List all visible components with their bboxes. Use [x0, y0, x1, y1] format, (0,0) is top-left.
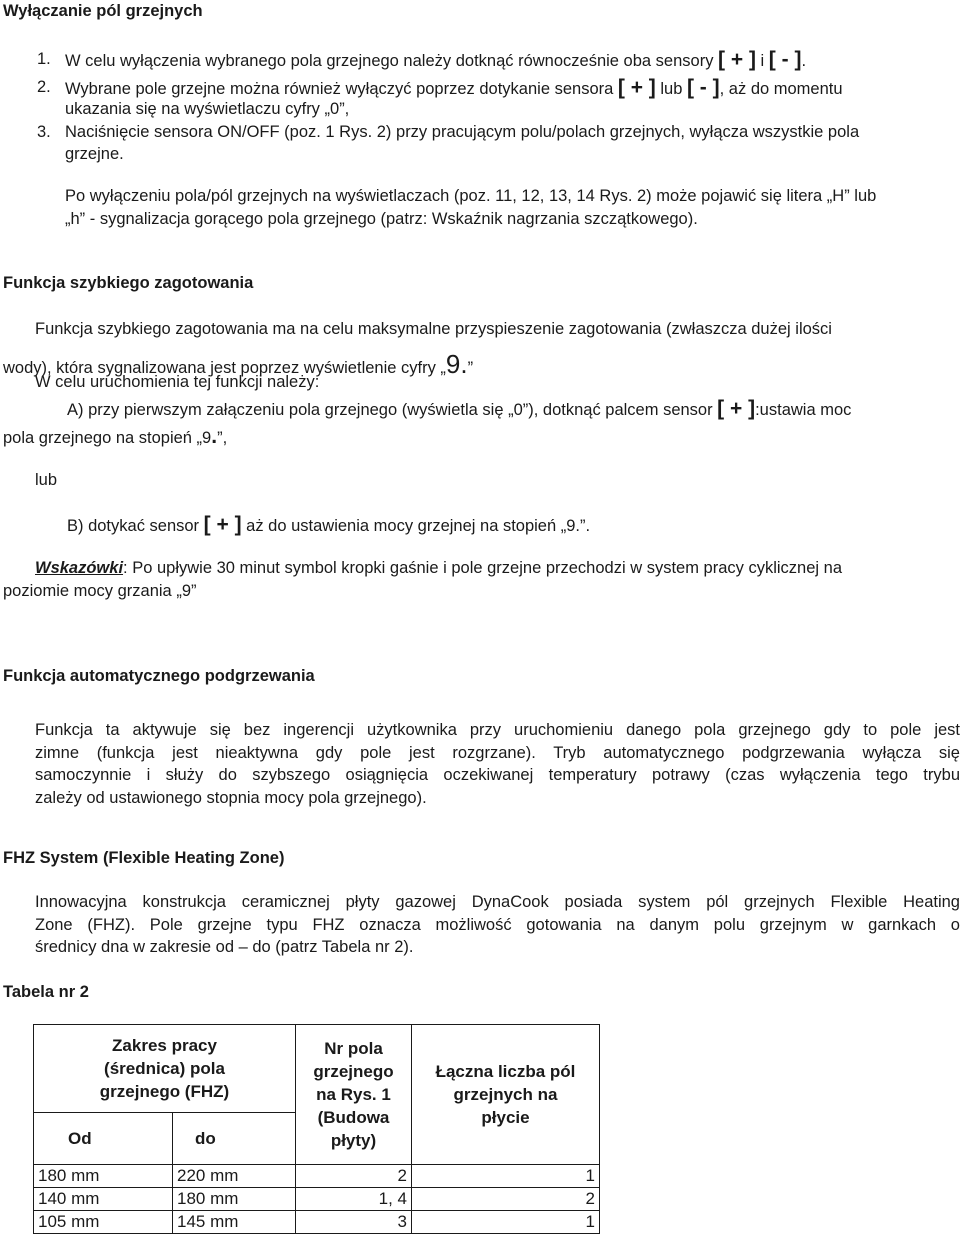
list-item-3-line1: Naciśnięcie sensora ON/OFF (poz. 1 Rys. 2) przy pracującym polu/polach grzejnych, wyłącza wszystkie pola: [65, 123, 860, 141]
cell-field: 1, 4: [296, 1188, 412, 1211]
fhz-line1: Innowacyjna konstrukcja ceramicznej płyty gazowej DynaCook posiada system pól grzejnych Flexible Heating: [35, 893, 960, 911]
list-item-1-number: 1.: [37, 50, 51, 68]
fhz-table: [33, 1024, 600, 1234]
cell-total: 1: [412, 1211, 600, 1234]
option-a-line2-b: ”,: [217, 429, 228, 447]
header-field-line4: (Budowa: [317, 1108, 390, 1127]
list-item-2-text-a: Wybrane pole grzejne można również wyłączyć poprzez dotykanie sensora: [65, 80, 618, 98]
table-row: [34, 1165, 600, 1188]
auto-heat-line4: zależy od ustawionego stopnia mocy pola grzejnego).: [35, 788, 427, 807]
plus-sensor-symbol: [ + ]: [617, 76, 656, 99]
header-range-line1: Zakres pracy: [112, 1036, 217, 1055]
header-from: Od: [34, 1113, 173, 1165]
option-a-line2: [3, 425, 227, 449]
table-row: [34, 1188, 600, 1211]
section-title-szybkie-zagotowanie: Funkcja szybkiego zagotowania: [3, 274, 254, 292]
note-line1: Po wyłączeniu pola/pól grzejnych na wyświetlaczach (poz. 11, 12, 13, 14 Rys. 2) może pojawić się litera „H” lub: [65, 187, 877, 205]
option-b-b: aż do ustawienia mocy grzejnej na stopień „9.”.: [241, 517, 591, 535]
list-item-2: [65, 76, 843, 100]
auto-heat-line2: zimne (funkcja jest nieaktywna gdy pole jest rozgrzane). Tryb automatycznego podgrzewania wyłącza się: [35, 743, 960, 762]
list-item-1-text-b: i: [755, 52, 769, 70]
boil-instruction-intro: W celu uruchomienia tej funkcji należy:: [35, 373, 320, 391]
header-field-no: [296, 1025, 412, 1165]
list-item-1-text-a: W celu wyłączenia wybranego pola grzejnego należy dotknąć równocześnie oba sensory: [65, 52, 719, 70]
digit-nine-symbol: 9.: [445, 349, 468, 379]
header-total-line1: Łączna liczba pól: [435, 1062, 576, 1081]
auto-heat-line3: samoczynnie i służy do szybszego osiągnięcia oczekiwanej temperatury potrawy (czas wyłączenia tego trybu: [35, 766, 960, 784]
cell-field: 3: [296, 1211, 412, 1234]
section-title-fhz: FHZ System (Flexible Heating Zone): [3, 849, 285, 867]
cell-field: 2: [296, 1165, 412, 1188]
fhz-paragraph: [35, 891, 960, 959]
list-item-2-line2: ukazania się na wyświetlaczu cyfry „0”,: [65, 100, 350, 118]
header-field-line2: grzejnego: [313, 1062, 394, 1081]
cell-to: 220 mm: [173, 1165, 296, 1188]
table-caption: Tabela nr 2: [3, 983, 89, 1001]
fhz-line2: Zone (FHZ). Pole grzejne typu FHZ oznacza możliwość gotowania na danym polu grzejnym w garnkach o: [35, 915, 960, 934]
header-field-line3: na Rys. 1: [316, 1085, 391, 1104]
option-b-a: B) dotykać sensor: [67, 517, 204, 535]
boil-paragraph-line2-b: ”: [467, 359, 474, 377]
auto-heat-paragraph: [35, 719, 960, 809]
list-item-1-text-c: .: [801, 52, 807, 70]
minus-sensor-symbol: [ - ]: [768, 48, 802, 71]
list-item-3-number: 3.: [37, 123, 51, 141]
list-item-2-text-b: lub: [655, 80, 687, 98]
header-range-line3: grzejnego (FHZ): [99, 1082, 230, 1101]
option-a-line1: [67, 397, 851, 421]
tips-label: Wskazówki: [35, 559, 124, 577]
cell-total: 2: [412, 1188, 600, 1211]
tips-line2: poziomie mocy grzania „9”: [3, 582, 197, 600]
option-b: [67, 513, 590, 537]
header-range: [34, 1025, 296, 1113]
minus-sensor-symbol: [ - ]: [686, 76, 720, 99]
plus-sensor-symbol: [ + ]: [203, 513, 242, 536]
header-field-line5: płyty): [330, 1131, 377, 1150]
option-a-line2-a: pola grzejnego na stopień „9: [3, 429, 212, 447]
list-item-2-text-c: , aż do momentu: [719, 80, 843, 98]
note-line2: „h” - sygnalizacja gorącego pola grzejnego (patrz: Wskaźnik nagrzania szczątkowego).: [65, 210, 698, 228]
auto-heat-line1: Funkcja ta aktywuje się bez ingerencji użytkownika przy uruchomieniu danego pola grzejnego gdy to pole jest: [35, 721, 960, 739]
cell-to: 180 mm: [173, 1188, 296, 1211]
list-item-3-line2: grzejne.: [65, 145, 124, 163]
header-range-line2: (średnica) pola: [104, 1059, 225, 1078]
or-label: lub: [35, 471, 58, 489]
header-total-line3: płycie: [481, 1108, 530, 1127]
section-title-auto-podgrzewanie: Funkcja automatycznego podgrzewania: [3, 667, 315, 685]
option-a-dot: .: [211, 425, 218, 448]
boil-paragraph-line1: Funkcja szybkiego zagotowania ma na celu maksymalne przyspieszenie zagotowania (zwłaszcza dużej ilości: [35, 320, 832, 338]
cell-from: 140 mm: [34, 1188, 173, 1211]
header-total: [412, 1025, 600, 1165]
cell-to: 145 mm: [173, 1211, 296, 1234]
cell-total: 1: [412, 1165, 600, 1188]
plus-sensor-symbol: [ + ]: [718, 48, 756, 71]
tips-line1-text: : Po upływie 30 minut symbol kropki gaśnie i pole grzejne przechodzi w system pracy cyklicznej na: [123, 559, 843, 577]
tips-line1: [35, 559, 842, 578]
list-item-1: [65, 48, 806, 72]
section-title-wylaczanie: Wyłączanie pól grzejnych: [3, 2, 203, 20]
cell-from: 105 mm: [34, 1211, 173, 1234]
option-a-line1-a: A) przy pierwszym załączeniu pola grzejnego (wyświetla się „0”), dotknąć palcem sensor: [67, 401, 718, 419]
header-field-line1: Nr pola: [324, 1039, 383, 1058]
cell-from: 180 mm: [34, 1165, 173, 1188]
list-item-2-number: 2.: [37, 78, 51, 96]
boil-paragraph-line2-a: wody), która sygnalizowana jest poprzez wyświetlenie cyfry „: [3, 359, 446, 377]
option-a-line1-b: :ustawia moc: [755, 401, 852, 419]
fhz-line3: średnicy dna w zakresie od – do (patrz Tabela nr 2).: [35, 938, 414, 956]
table-row: [34, 1211, 600, 1234]
header-to: do: [173, 1113, 296, 1165]
header-total-line2: grzejnych na: [453, 1085, 558, 1104]
plus-sensor-symbol: [ + ]: [717, 397, 756, 420]
